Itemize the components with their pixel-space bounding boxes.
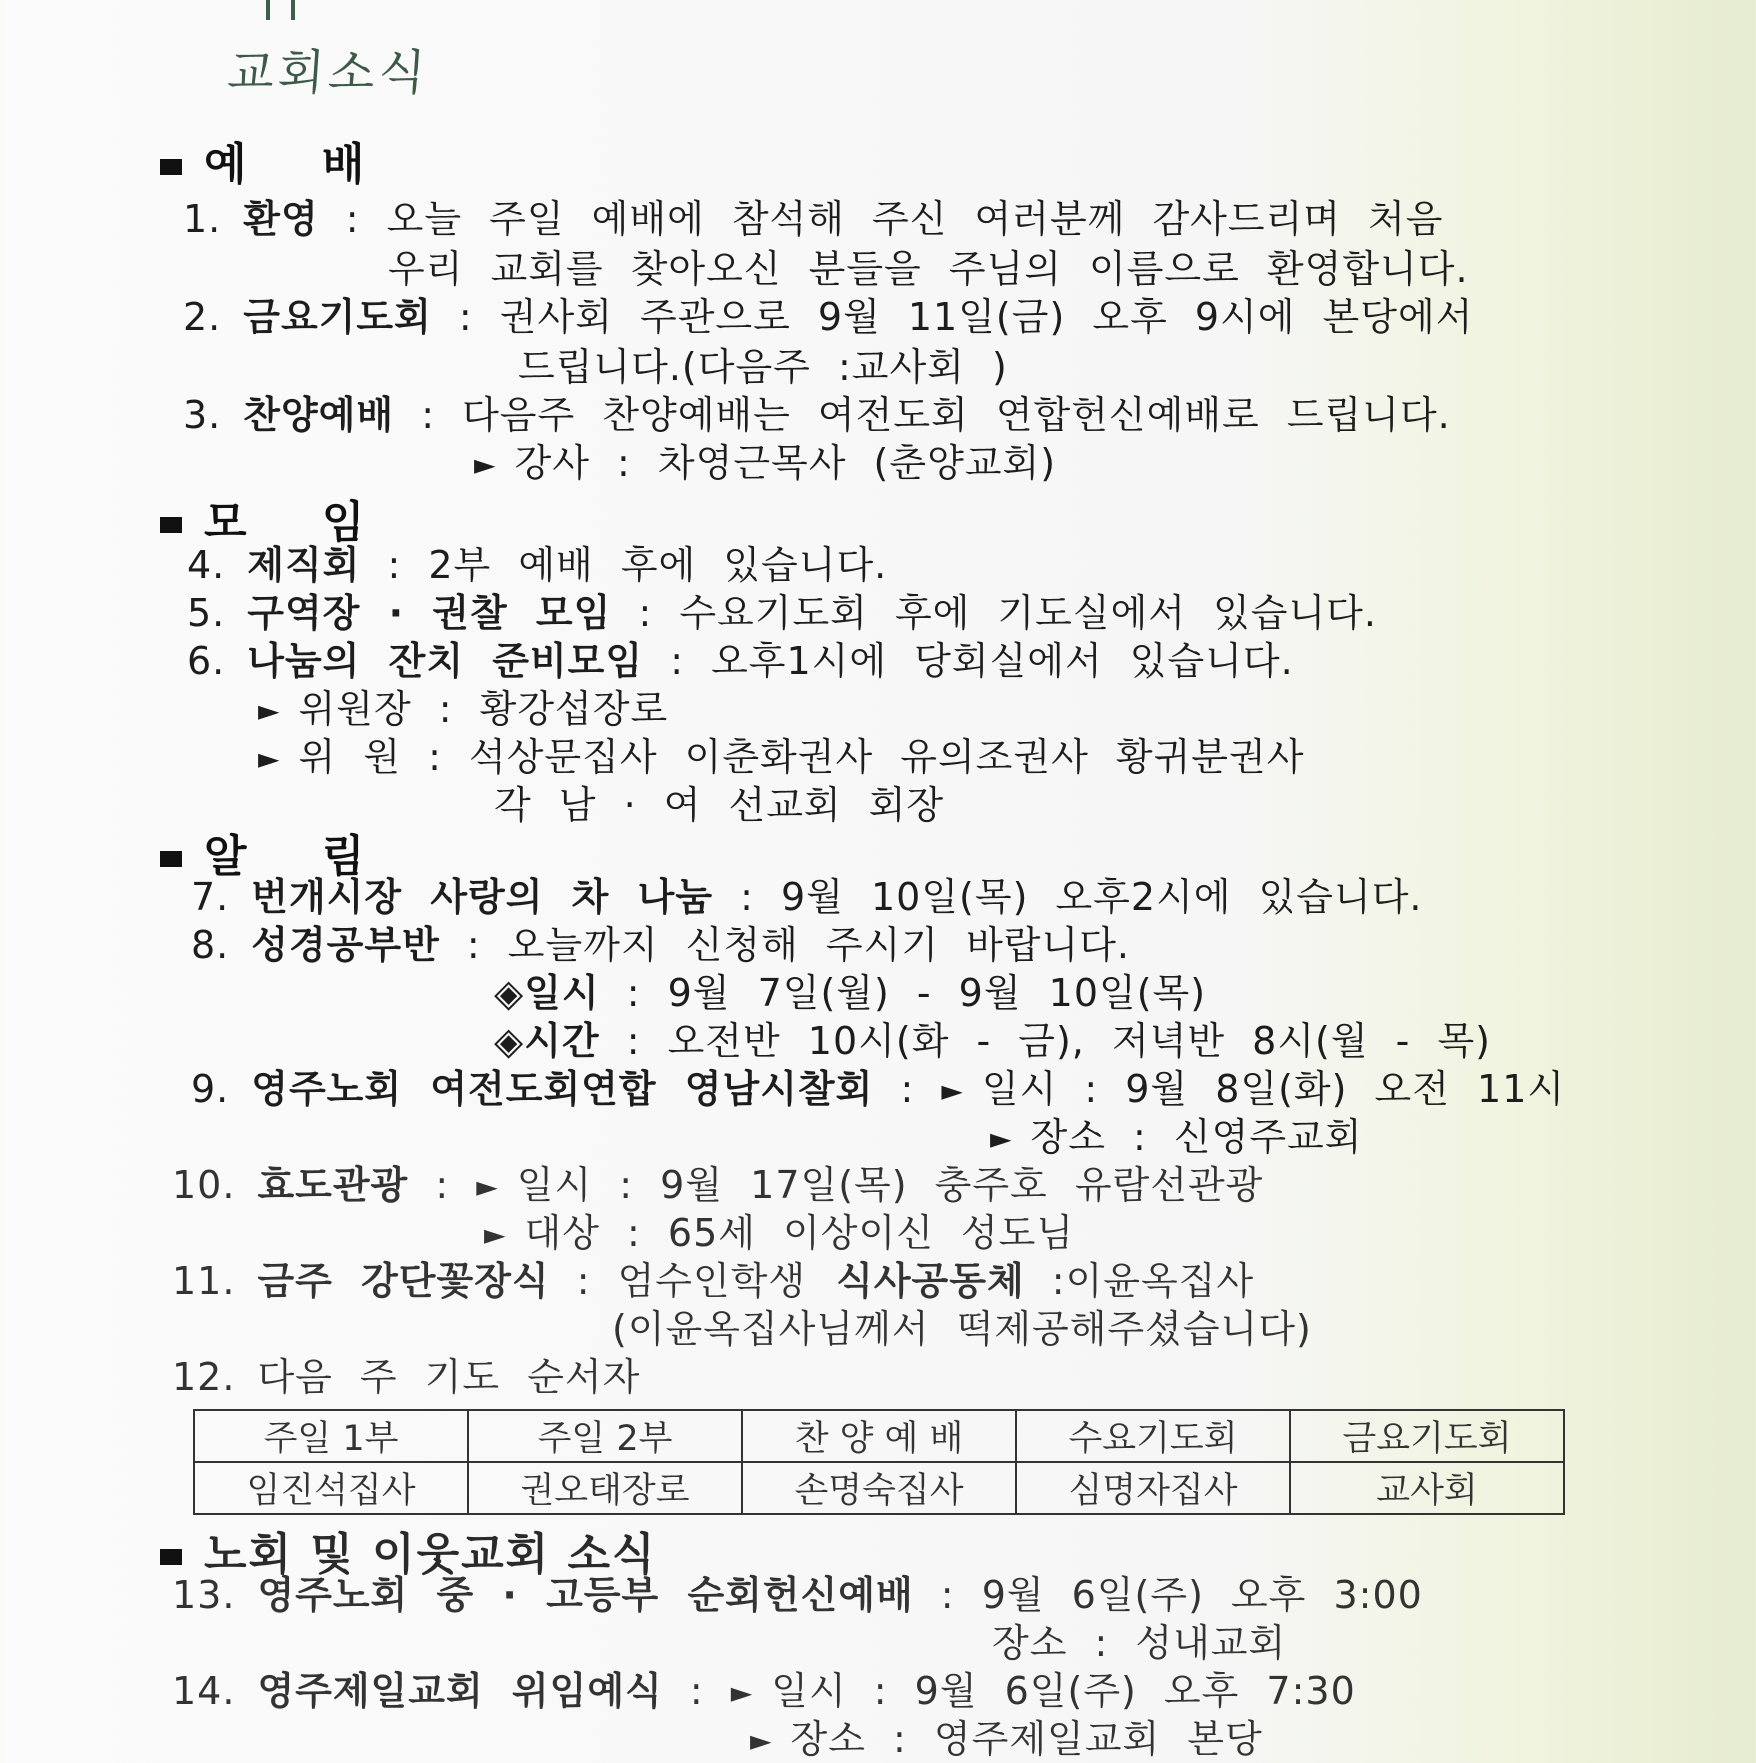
bullet-square-icon — [160, 517, 182, 533]
item-6-sub-chair: ► 위원장 : 황강섭장로 — [258, 687, 669, 731]
arrow-right-icon: ► — [474, 448, 497, 481]
table-header-cell: 주일 1부 — [194, 1410, 468, 1462]
item-6-sub-members-cont: 각 남 · 여 선교회 회장 — [494, 783, 945, 827]
item-4: 4. 제직회 : 2부 예배 후에 있습니다. — [187, 543, 888, 587]
page-title: 교회소식 — [225, 45, 432, 101]
bullet-square-icon — [160, 1549, 182, 1565]
table-header-cell: 주일 2부 — [468, 1410, 742, 1462]
item-5: 5. 구역장 · 권찰 모임 : 수요기도회 후에 기도실에서 있습니다. — [187, 591, 1377, 635]
item-9: 9. 영주노회 여전도회연합 영남시찰회 : ► 일시 : 9월 8일(화) 오전 11시 — [191, 1067, 1566, 1111]
table-cell: 손명숙집사 — [742, 1462, 1016, 1514]
item-1: 1. 환영 : 오늘 주일 예배에 참석해 주신 여러분께 감사드리며 처음 — [183, 197, 1444, 241]
item-2: 2. 금요기도회 : 권사회 주관으로 9월 11일(금) 오후 9시에 본당에서 — [183, 295, 1474, 339]
table-header-cell: 찬 양 예 배 — [742, 1410, 1016, 1462]
item-13: 13. 영주노회 중 · 고등부 순회헌신예배 : 9월 6일(주) 오후 3:00 — [172, 1573, 1423, 1617]
item-2-cont: 드립니다.(다음주 :교사회 ) — [518, 345, 1008, 389]
arrow-right-icon: ► — [990, 1122, 1013, 1155]
logo-mark-right — [291, 0, 295, 20]
item-11: 11. 금주 강단꽃장식 : 엄수인학생 식사공동체 :이윤옥집사 — [172, 1259, 1255, 1303]
logo-mark-left — [266, 0, 270, 20]
arrow-right-icon: ► — [730, 1676, 754, 1709]
arrow-right-icon: ► — [941, 1074, 964, 1107]
arrow-right-icon: ► — [484, 1218, 507, 1251]
arrow-right-icon: ► — [258, 742, 281, 775]
item-9-sub: ► 장소 : 신영주교회 — [990, 1115, 1363, 1159]
item-14: 14. 영주제일교회 위임예식 : ► 일시 : 9월 6일(주) 오후 7:30 — [172, 1669, 1356, 1713]
item-8: 8. 성경공부반 : 오늘까지 신청해 주시기 바랍니다. — [191, 923, 1131, 967]
section-heading-notice: 알 림 — [160, 820, 394, 884]
table-header-cell: 수요기도회 — [1016, 1410, 1290, 1462]
arrow-right-icon: ► — [476, 1170, 499, 1203]
item-8-date: ◈일시 : 9월 7일(월) - 9월 10일(목) — [494, 971, 1207, 1015]
section-heading-presbytery: 노회 및 이웃교회 소식 — [160, 1518, 657, 1582]
item-10: 10. 효도관광 : ► 일시 : 9월 17일(목) 충주호 유람선관광 — [172, 1163, 1264, 1207]
item-8-time: ◈시간 : 오전반 10시(화 - 금), 저녁반 8시(월 - 목) — [494, 1019, 1491, 1063]
arrow-right-icon: ► — [750, 1724, 773, 1757]
section-heading-worship: 예 배 — [160, 128, 394, 192]
table-cell: 임진석집사 — [194, 1462, 468, 1514]
item-1-cont: 우리 교회를 찾아오신 분들을 주님의 이름으로 환영합니다. — [388, 247, 1469, 291]
item-12: 12. 다음 주 기도 순서자 — [172, 1355, 641, 1399]
item-7: 7. 번개시장 사랑의 차 나눔 : 9월 10일(목) 오후2시에 있습니다. — [191, 875, 1423, 919]
item-6-sub-members: ► 위 원 : 석상문집사 이춘화권사 유의조권사 황귀분권사 — [258, 735, 1305, 779]
item-3: 3. 찬양예배 : 다음주 찬양예배는 여전도회 연합헌신예배로 드립니다. — [183, 393, 1451, 437]
arrow-right-icon: ► — [258, 694, 281, 727]
prayer-schedule-table — [193, 1409, 1565, 1515]
item-10-sub: ► 대상 : 65세 이상이신 성도님 — [484, 1211, 1075, 1255]
item-6: 6. 나눔의 잔치 준비모임 : 오후1시에 당회실에서 있습니다. — [187, 639, 1294, 683]
table-cell: 심명자집사 — [1016, 1462, 1290, 1514]
table-cell: 교사회 — [1290, 1462, 1564, 1514]
table-header-row — [194, 1410, 1564, 1462]
item-13-sub: 장소 : 성내교회 — [992, 1621, 1287, 1665]
item-3-sub: ► 강사 : 차영근목사 (춘양교회) — [474, 441, 1057, 485]
item-11-cont: (이윤옥집사님께서 떡제공해주셨습니다) — [612, 1307, 1312, 1351]
bullet-square-icon — [160, 159, 182, 175]
table-row — [194, 1462, 1564, 1514]
table-cell: 권오태장로 — [468, 1462, 742, 1514]
bullet-square-icon — [160, 851, 182, 867]
item-14-sub: ► 장소 : 영주제일교회 본당 — [750, 1717, 1263, 1761]
table-header-cell: 금요기도회 — [1290, 1410, 1564, 1462]
section-heading-meeting: 모 임 — [160, 486, 394, 550]
